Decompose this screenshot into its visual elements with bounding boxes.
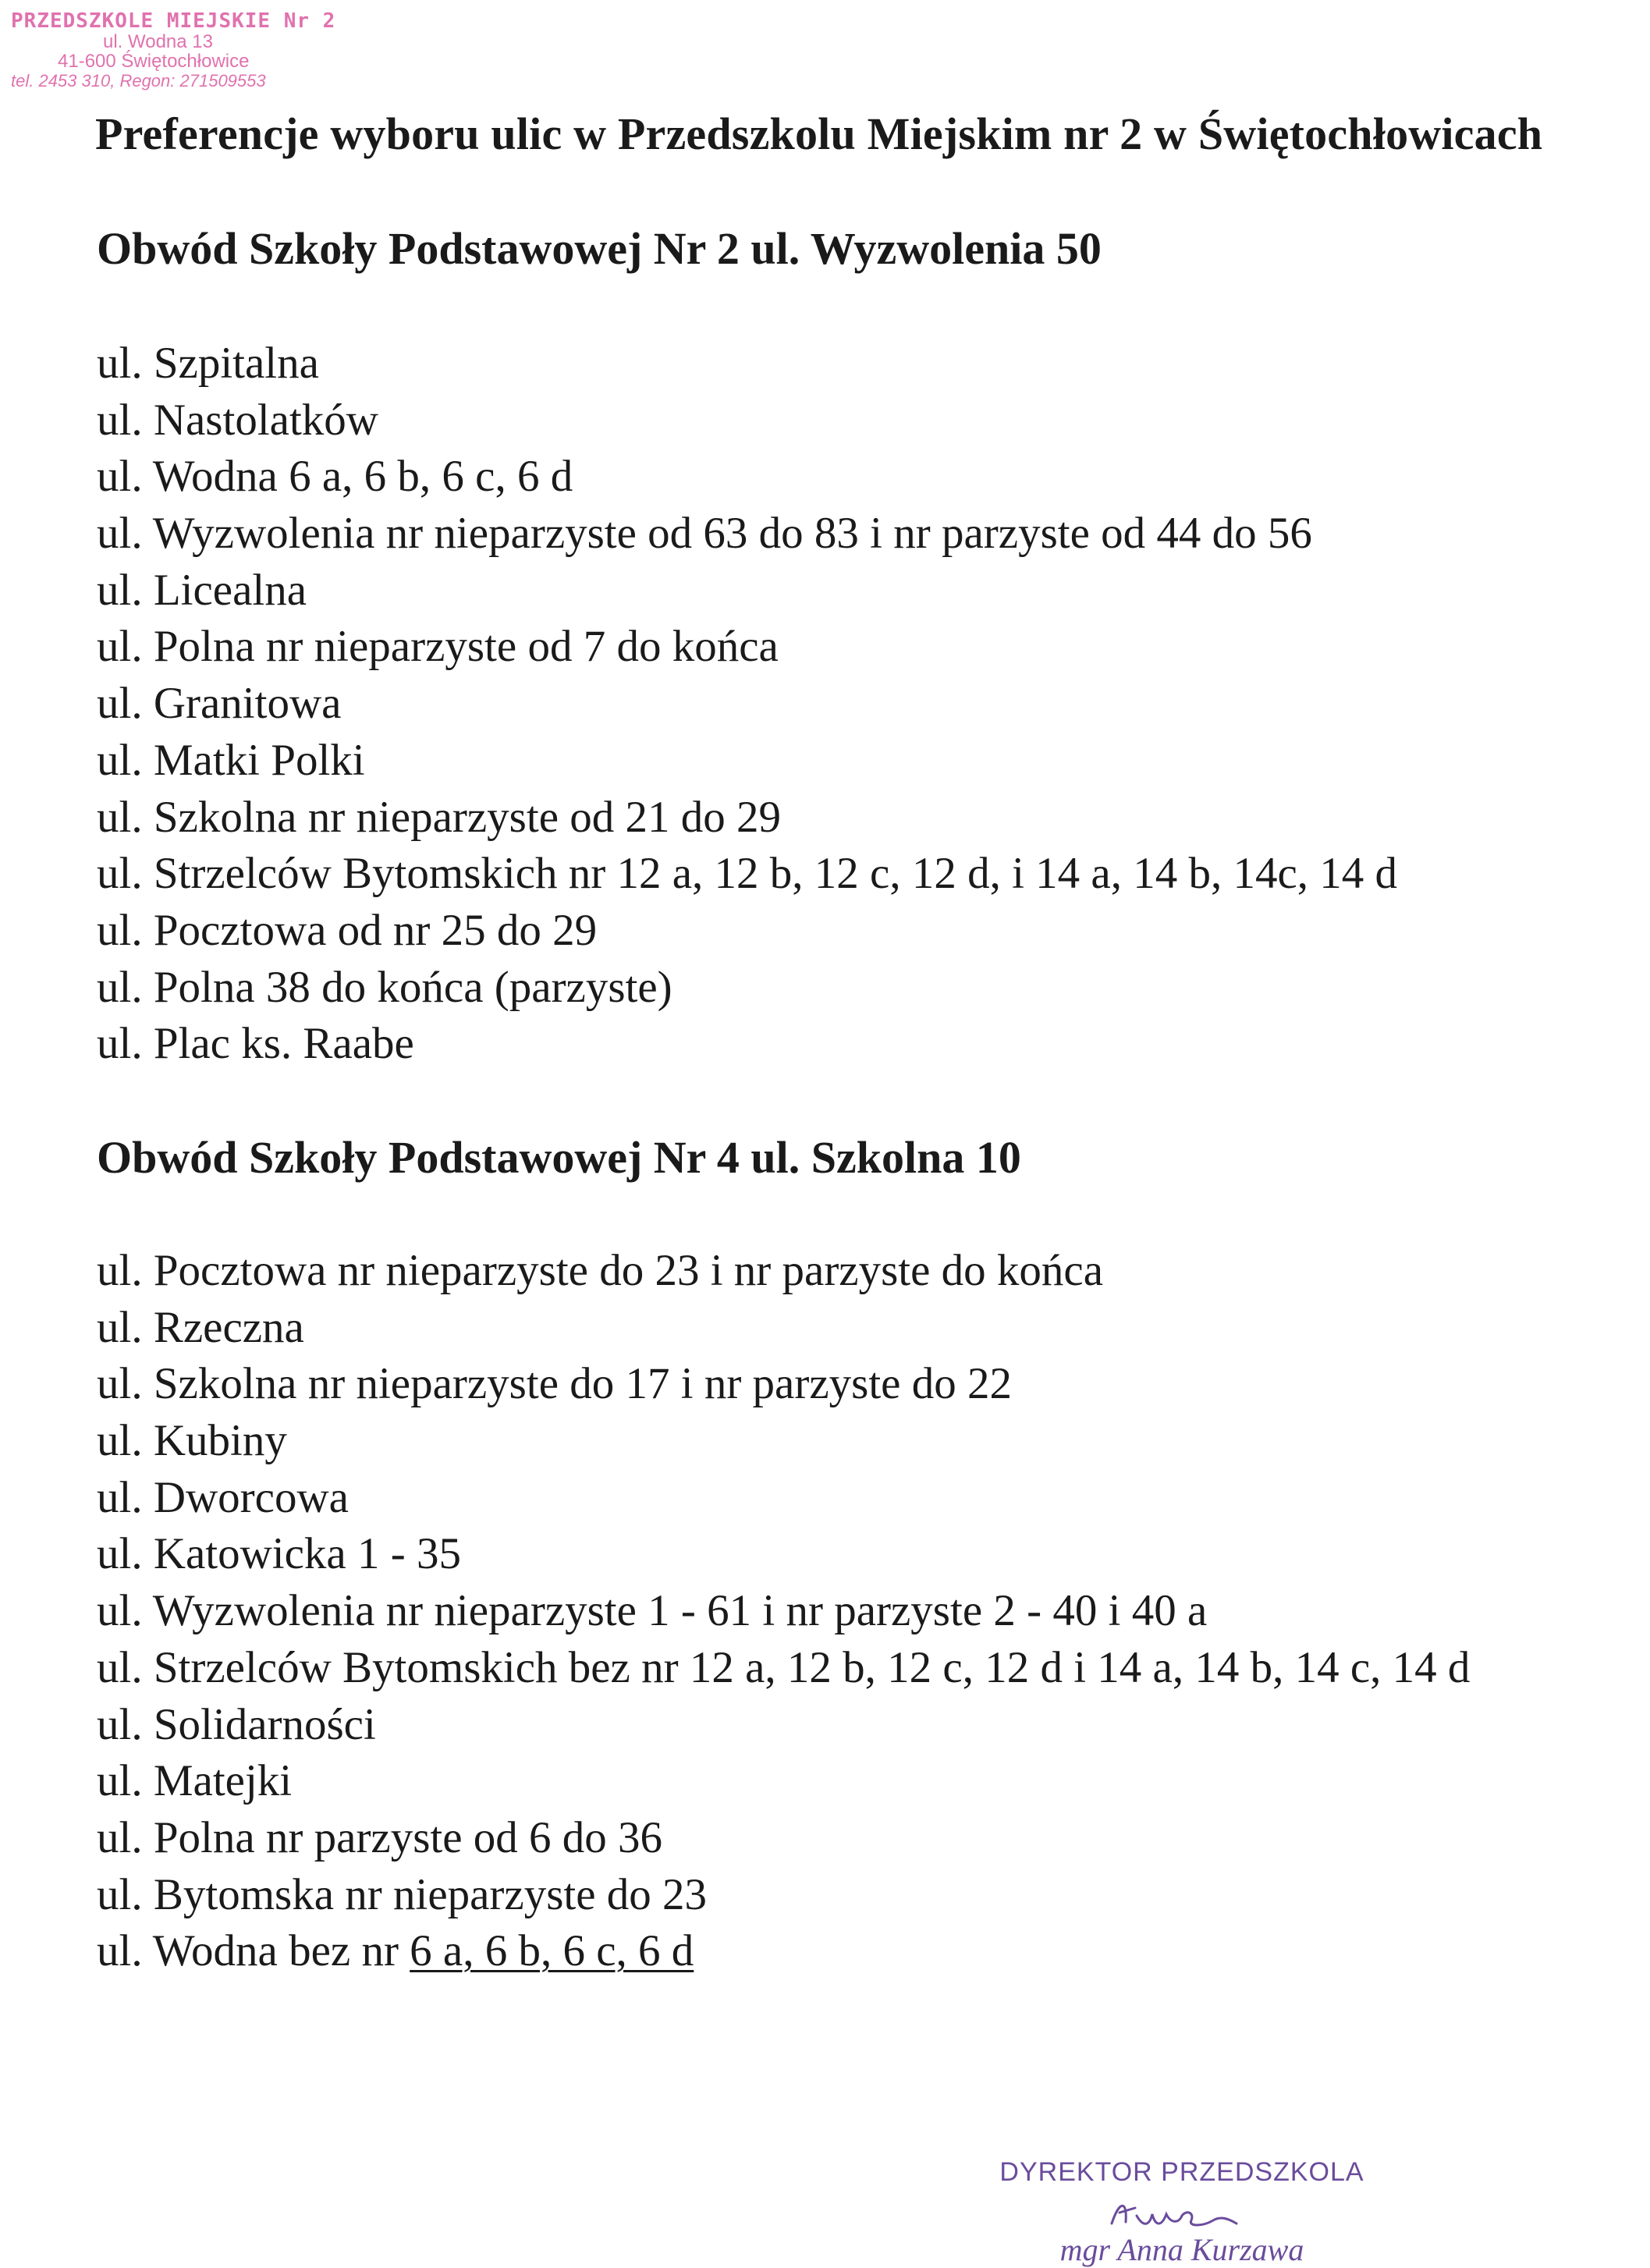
street-item: ul. Polna nr nieparzyste od 7 do końca xyxy=(97,622,779,672)
street-list-sp4 xyxy=(97,1243,1470,1980)
street-item-underlined-numbers: 6 a, 6 b, 6 c, 6 d xyxy=(410,1926,694,1976)
street-item: ul. Szpitalna xyxy=(97,339,319,388)
stamp-name: mgr Anna Kurzawa xyxy=(1059,2232,1304,2267)
document-title: Preferencje wyboru ulic w Przedszkolu Miejskim nr 2 w Świętochłowicach xyxy=(95,108,1543,159)
street-item: ul. Nastolatków xyxy=(97,395,378,445)
street-item-last xyxy=(97,1923,1470,1980)
section-heading-sp4: Obwód Szkoły Podstawowej Nr 4 ul. Szkolna 10 xyxy=(97,1132,1021,1183)
street-item: ul. Szkolna nr nieparzyste od 21 do 29 xyxy=(97,792,781,842)
stamp-line-city: 41-600 Świętochłowice xyxy=(58,51,250,73)
street-item: ul. Pocztowa od nr 25 do 29 xyxy=(97,905,598,955)
street-item: ul. Solidarności xyxy=(97,1699,376,1749)
stamp-line-institution: PRZEDSZKOLE MIEJSKIE Nr 2 xyxy=(11,9,336,33)
street-item: ul. Katowicka 1 - 35 xyxy=(97,1529,461,1579)
street-item-prefix: ul. Wodna bez nr xyxy=(97,1926,410,1976)
director-stamp xyxy=(979,2157,1385,2268)
stamp-role: DYREKTOR PRZEDSZKOLA xyxy=(999,2157,1364,2187)
street-item: ul. Licealna xyxy=(97,565,307,615)
street-item: ul. Matejki xyxy=(97,1756,293,1806)
street-item: ul. Szkolna nr nieparzyste do 17 i nr parzyste do 22 xyxy=(97,1359,1012,1409)
street-item: ul. Matki Polki xyxy=(97,735,365,785)
stamp-line-street: ul. Wodna 13 xyxy=(103,31,213,53)
street-item: ul. Rzeczna xyxy=(97,1302,304,1352)
street-item: ul. Strzelców Bytomskich nr 12 a, 12 b, 12 c, 12 d, i 14 a, 14 b, 14c, 14 d xyxy=(97,849,1398,899)
street-item: ul. Wodna 6 a, 6 b, 6 c, 6 d xyxy=(97,452,573,502)
street-item: ul. Wyzwolenia nr nieparzyste 1 - 61 i nr parzyste 2 - 40 i 40 a xyxy=(97,1586,1208,1636)
street-item: ul. Bytomska nr nieparzyste do 23 xyxy=(97,1869,708,1919)
stamp-line-phone: tel. 2453 310, Regon: 271509553 xyxy=(11,70,266,91)
kindergarten-stamp xyxy=(11,11,378,90)
street-item: ul. Pocztowa nr nieparzyste do 23 i nr parzyste do końca xyxy=(97,1246,1104,1295)
street-item: ul. Polna 38 do końca (parzyste) xyxy=(97,962,672,1012)
street-item: ul. Strzelców Bytomskich bez nr 12 a, 12 b, 12 c, 12 d i 14 a, 14 b, 14 c, 14 d xyxy=(97,1642,1471,1692)
street-list-sp2 xyxy=(97,335,1397,1073)
street-item: ul. Kubiny xyxy=(97,1416,287,1466)
street-item: ul. Polna nr parzyste od 6 do 36 xyxy=(97,1812,663,1862)
street-item: ul. Granitowa xyxy=(97,679,342,729)
section-heading-sp2: Obwód Szkoły Podstawowej Nr 2 ul. Wyzwolenia 50 xyxy=(97,223,1102,274)
street-item: ul. Dworcowa xyxy=(97,1472,349,1522)
street-item: ul. Plac ks. Raabe xyxy=(97,1019,414,1069)
street-item: ul. Wyzwolenia nr nieparzyste od 63 do 83 i nr parzyste od 44 do 56 xyxy=(97,509,1312,559)
